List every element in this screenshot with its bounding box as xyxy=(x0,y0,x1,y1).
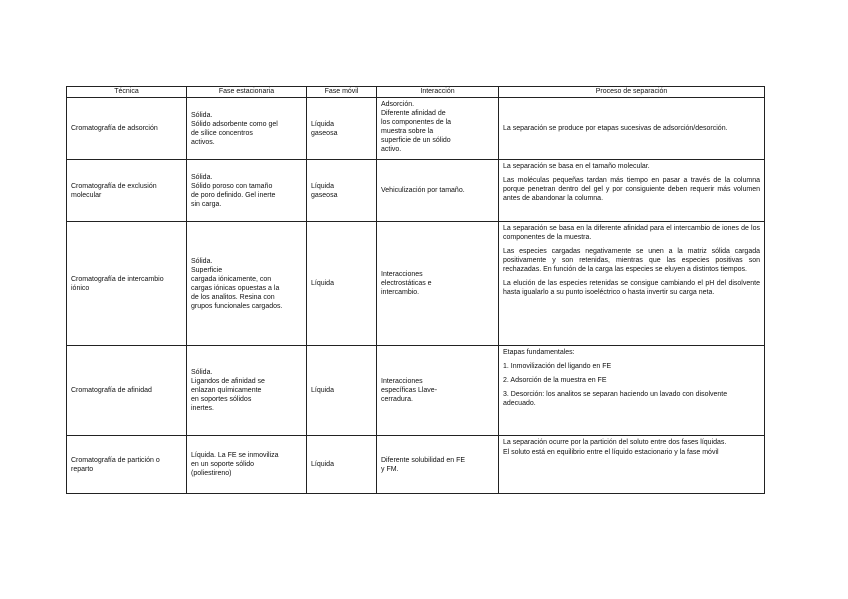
cell-proceso xyxy=(499,160,765,222)
proceso-paragraph: La elución de las especies retenidas se consigue cambiando el pH del disolvente hasta igualarlo a su punto isoeléctrico o hasta invertir su carga neta. xyxy=(503,280,760,296)
tecnica-text: Cromatografía de adsorción xyxy=(71,125,158,132)
header-proceso: Proceso de separación xyxy=(499,87,765,98)
cell-fase-movil xyxy=(307,436,377,494)
cell-fase-movil xyxy=(307,98,377,160)
text-line: gaseosa xyxy=(311,191,338,199)
cell-interaccion xyxy=(377,436,499,494)
proceso-paragraph: Las moléculas pequeñas tardan más tiempo en pasar a través de la columna porque penetran dentro del gel y por consiguiente deben requerir más volumen antes de abandonar la columna. xyxy=(503,177,760,202)
text-line: Sólido adsorbente como gel xyxy=(191,120,278,128)
cell-tecnica xyxy=(67,346,187,436)
cell-fase-estacionaria xyxy=(187,436,307,494)
cell-fase-movil xyxy=(307,160,377,222)
proceso-paragraph: La separación se basa en la diferente afinidad para el intercambio de iones de los componentes de la muestra. xyxy=(503,225,760,241)
text-line: Líquida. La FE se inmoviliza xyxy=(191,452,279,459)
text-line: activos. xyxy=(191,138,215,146)
text-line: Ligandos de afinidad se xyxy=(191,378,265,385)
table-row xyxy=(67,222,765,346)
cell-fase-estacionaria xyxy=(187,222,307,346)
table-row xyxy=(67,160,765,222)
text-line: superficie de un sólido xyxy=(381,137,451,144)
text-line: gaseosa xyxy=(311,129,338,137)
text-line: electrostáticas e xyxy=(381,280,432,287)
proceso-paragraph: La separación ocurre por la partición del soluto entre dos fases líquidas. xyxy=(503,439,727,446)
text-line: Líquida xyxy=(311,120,334,128)
text-line: Sólida. xyxy=(191,173,213,181)
cell-proceso xyxy=(499,222,765,346)
proceso-paragraph: Las especies cargadas negativamente se unen a la matriz sólida cargada positivamente y son retenidas, mientras que las especies positivas son rechazadas. En función de la carga las especies se eluyen a distintos tiempos. xyxy=(503,248,760,273)
text-line: inertes. xyxy=(191,405,214,412)
text-line: y FM. xyxy=(381,465,399,473)
text-line: Sólida. xyxy=(191,369,213,376)
cell-proceso xyxy=(499,98,765,160)
text-line: (poliestireno) xyxy=(191,470,232,477)
proceso-paragraph: La separación se basa en el tamaño molecular. xyxy=(503,163,650,170)
cell-fase-estacionaria xyxy=(187,98,307,160)
text-line: Vehiculización por tamaño. xyxy=(381,187,465,194)
cell-tecnica xyxy=(67,222,187,346)
cell-fase-estacionaria xyxy=(187,160,307,222)
cell-interaccion xyxy=(377,346,499,436)
text-line: cargada iónicamente, con xyxy=(191,275,272,283)
text-line: Interacciones xyxy=(381,271,423,278)
proceso-paragraph: 1. Inmovilización del ligando en FE xyxy=(503,363,612,370)
text-line: de sílice concentros xyxy=(191,129,253,137)
cell-proceso xyxy=(499,436,765,494)
text-line: intercambio. xyxy=(381,289,420,296)
header-interaccion: Interacción xyxy=(377,87,499,98)
proceso-paragraph: Etapas fundamentales: xyxy=(503,349,575,356)
text-line: de poro definido. Gel inerte xyxy=(191,191,276,199)
text-line: Líquida xyxy=(311,182,334,190)
tecnica-text: Cromatografía de partición o reparto xyxy=(71,456,160,473)
text-line: Sólida. xyxy=(191,111,213,119)
table-row xyxy=(67,436,765,494)
cell-tecnica xyxy=(67,98,187,160)
text-line: Diferente solubilidad en FE xyxy=(381,456,466,464)
cell-tecnica xyxy=(67,160,187,222)
proceso-paragraph: El soluto está en equilibrio entre el líquido estacionario y la fase móvil xyxy=(503,449,719,456)
cell-fase-movil xyxy=(307,222,377,346)
tecnica-text: Cromatografía de afinidad xyxy=(71,387,152,394)
table-row xyxy=(67,346,765,436)
chromatography-table xyxy=(66,86,765,494)
cell-tecnica xyxy=(67,436,187,494)
text-line: sin carga. xyxy=(191,200,222,208)
text-line: los componentes de la xyxy=(381,119,452,126)
text-line: Sólida. xyxy=(191,257,213,265)
text-line: cerradura. xyxy=(381,396,413,403)
text-line: enlazan químicamente xyxy=(191,387,262,394)
text-line: en un soporte sólido xyxy=(191,461,255,468)
cell-interaccion xyxy=(377,222,499,346)
text-line: cargas iónicas opuestas a la xyxy=(191,284,280,292)
text-line: en soportes sólidos xyxy=(191,396,252,403)
cell-fase-movil xyxy=(307,346,377,436)
text-line: Líquida xyxy=(311,280,334,287)
cell-fase-estacionaria xyxy=(187,346,307,436)
tecnica-text: Cromatografía de exclusión molecular xyxy=(71,182,157,199)
header-fase-movil: Fase móvil xyxy=(307,87,377,98)
header-fase-estacionaria: Fase estacionaria xyxy=(187,87,307,98)
text-line: Sólido poroso con tamaño xyxy=(191,182,273,190)
text-line: activo. xyxy=(381,146,402,153)
header-tecnica: Técnica xyxy=(67,87,187,98)
proceso-paragraph: 2. Adsorción de la muestra en FE xyxy=(503,377,607,384)
text-line: Interacciones xyxy=(381,378,423,385)
text-line: Diferente afinidad de xyxy=(381,110,446,117)
header-row xyxy=(67,87,765,98)
text-line: de los analitos. Resina con xyxy=(191,293,275,301)
table-row xyxy=(67,98,765,160)
text-line: Líquida xyxy=(311,461,334,468)
text-line: Superficie xyxy=(191,266,223,274)
text-line: Líquida xyxy=(311,387,334,394)
proceso-text: La separación se produce por etapas sucesivas de adsorción/desorción. xyxy=(503,125,728,132)
text-line: Adsorción. xyxy=(381,101,415,108)
cell-interaccion xyxy=(377,98,499,160)
tecnica-text: Cromatografía de intercambio iónico xyxy=(71,275,164,292)
text-line: específicas Llave- xyxy=(381,387,438,394)
text-line: muestra sobre la xyxy=(381,128,434,135)
proceso-paragraph: 3. Desorción: los analitos se separan haciendo un lavado con disolvente adecuado. xyxy=(503,391,728,407)
cell-proceso xyxy=(499,346,765,436)
text-line: grupos funcionales cargados. xyxy=(191,302,283,310)
cell-interaccion xyxy=(377,160,499,222)
